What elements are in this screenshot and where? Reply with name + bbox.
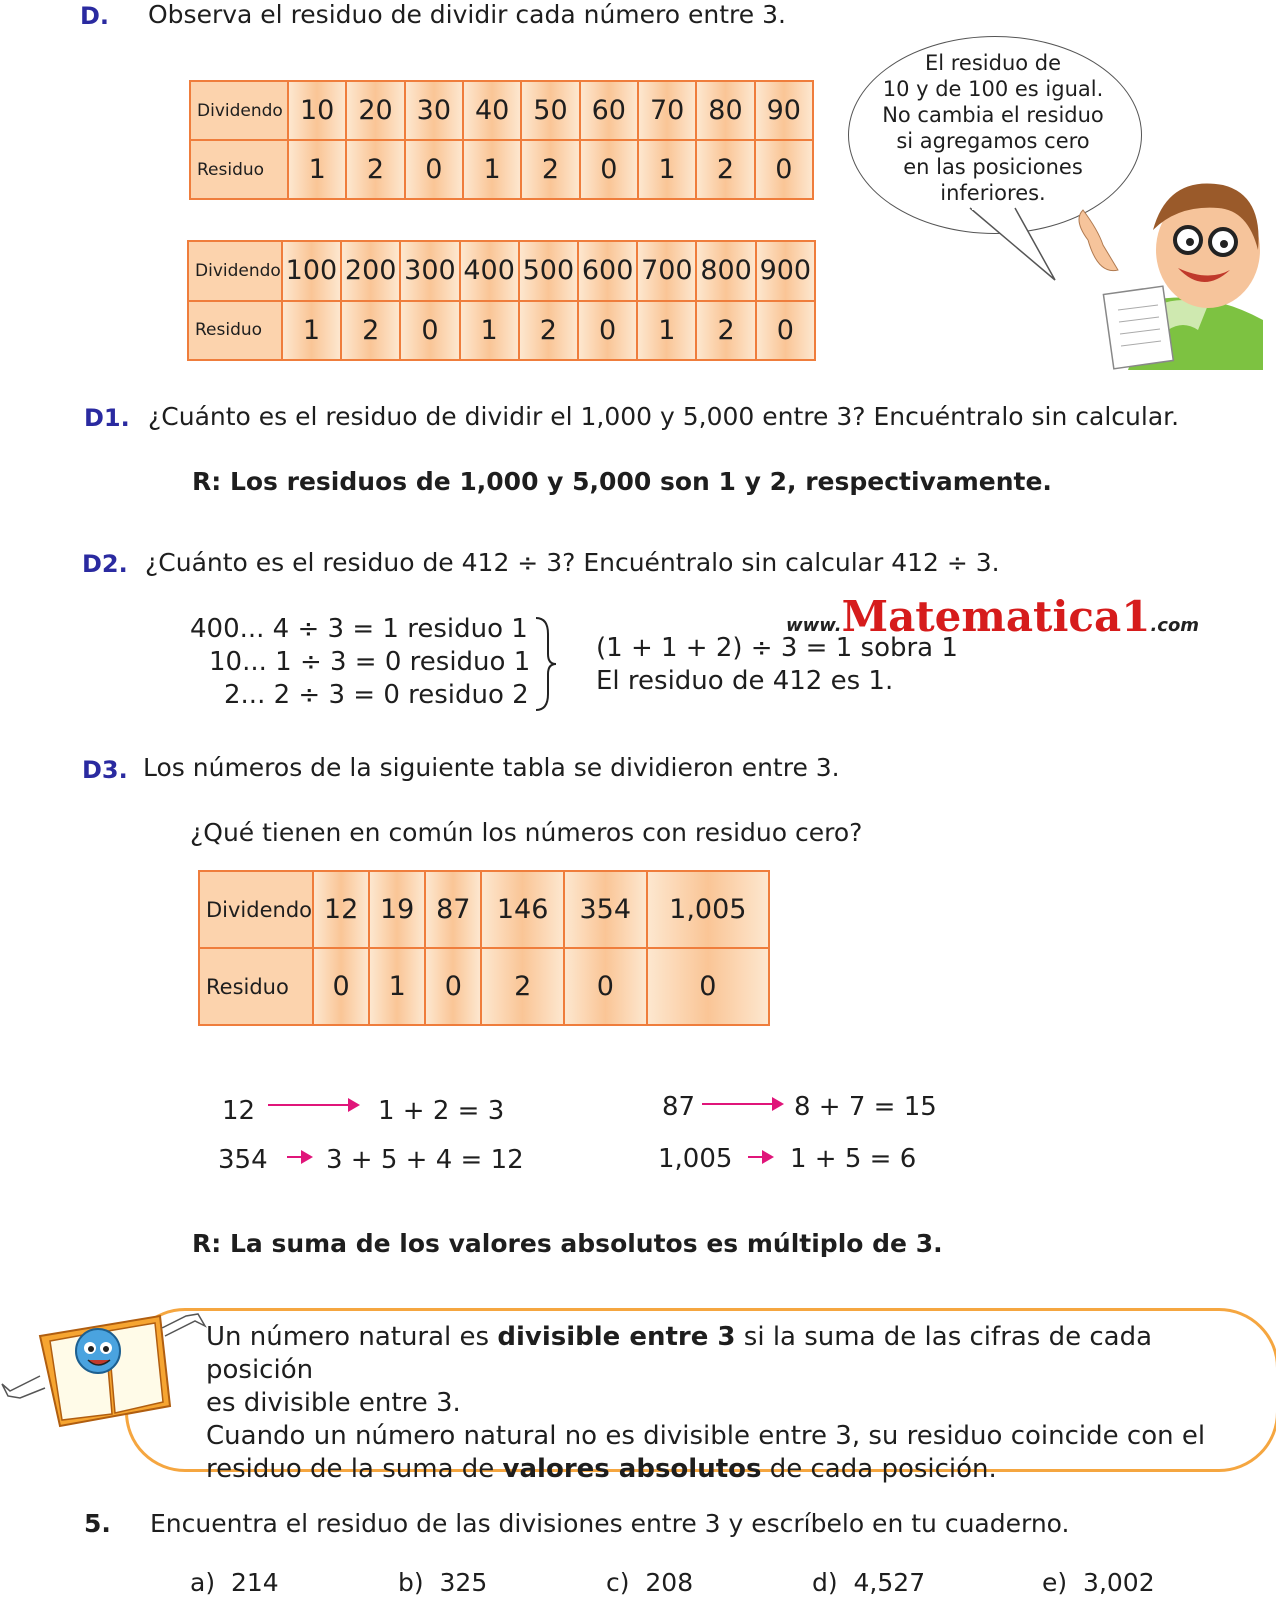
residue-cell: 2 [696,140,754,199]
dividend-cell: 19 [369,871,425,948]
table-header-residue: Residuo [188,301,282,361]
example-number: 1,005 [658,1144,733,1174]
residue-cell: 1 [638,140,696,199]
residue-cell: 0 [400,301,459,361]
residue-cell: 2 [481,948,564,1025]
example-sum: 8 + 7 = 15 [794,1092,937,1122]
arrow-icon [702,1103,782,1105]
example-number: 12 [222,1096,256,1126]
arrow-icon [748,1156,772,1158]
table-row [190,81,813,140]
dividend-cell: 12 [313,871,369,948]
example-number: 87 [662,1092,696,1122]
dividend-cell: 60 [580,81,638,140]
exercise-item: e) 3,002 [1042,1568,1155,1597]
brace-icon [532,614,560,714]
dividend-cell: 50 [521,81,579,140]
exercise-item: b) 325 [398,1568,488,1597]
dividend-cell: 87 [425,871,481,948]
exercise-5-label: 5. [84,1509,111,1538]
residue-cell: 1 [288,140,346,199]
residue-cell: 0 [405,140,463,199]
book-mascot-icon [0,1296,210,1446]
table-header-residue: Residuo [190,140,288,199]
residue-cell: 2 [696,301,755,361]
exercise-item: d) 4,527 [812,1568,926,1597]
residue-cell: 0 [580,140,638,199]
table-header-dividend: Dividendo [190,81,288,140]
dividend-cell: 1,005 [647,871,769,948]
dividend-cell: 300 [400,241,459,301]
table-header-dividend: Dividendo [199,871,313,948]
section-d-instruction: Observa el residuo de dividir cada número entre 3. [148,0,786,29]
d2-result-line: (1 + 1 + 2) ÷ 3 = 1 sobra 1 [596,633,958,663]
d3-answer: R: La suma de los valores absolutos es múltiplo de 3. [192,1229,943,1258]
d2-step: 2... 2 ÷ 3 = 0 residuo 2 [224,680,529,710]
residue-cell: 0 [564,948,647,1025]
dividend-cell: 90 [755,81,813,140]
d2-question: ¿Cuánto es el residuo de 412 ÷ 3? Encuéntralo sin calcular 412 ÷ 3. [145,548,1000,577]
speech-bubble-tail [960,200,1070,290]
dividend-cell: 200 [341,241,400,301]
dividend-cell: 900 [756,241,815,301]
residue-table-hundreds [187,240,816,361]
table-row [199,871,769,948]
residue-cell: 0 [647,948,769,1025]
residue-cell: 0 [425,948,481,1025]
d2-result-line: El residuo de 412 es 1. [596,666,894,696]
dividend-cell: 354 [564,871,647,948]
residue-cell: 2 [521,140,579,199]
residue-cell: 1 [460,301,519,361]
residue-table-tens [189,80,814,200]
residue-cell: 1 [369,948,425,1025]
residue-cell: 2 [341,301,400,361]
d2-label: D2. [82,550,128,578]
table-row [199,948,769,1025]
example-sum: 1 + 2 = 3 [378,1096,505,1126]
residue-cell: 0 [313,948,369,1025]
residue-cell: 1 [463,140,521,199]
residue-cell: 0 [755,140,813,199]
residue-cell: 1 [637,301,696,361]
dividend-cell: 70 [638,81,696,140]
section-d-label: D. [80,2,110,30]
d2-step: 400... 4 ÷ 3 = 1 residuo 1 [190,614,528,644]
example-sum: 1 + 5 = 6 [790,1144,917,1174]
example-sum: 3 + 5 + 4 = 12 [326,1145,524,1175]
dividend-cell: 10 [288,81,346,140]
table-row [188,301,815,361]
dividend-cell: 600 [578,241,637,301]
dividend-cell: 80 [696,81,754,140]
example-number: 354 [218,1145,268,1175]
arrow-icon [287,1156,311,1158]
dividend-cell: 500 [519,241,578,301]
d1-question: ¿Cuánto es el residuo de dividir el 1,000 y 5,000 entre 3? Encuéntralo sin calcular. [148,402,1180,431]
residue-cell: 0 [578,301,637,361]
table-header-dividend: Dividendo [188,241,282,301]
dividend-cell: 100 [282,241,341,301]
cartoon-boy-icon [1058,170,1268,370]
dividend-cell: 800 [696,241,755,301]
residue-cell: 2 [519,301,578,361]
d3-text: Los números de la siguiente tabla se dividieron entre 3. [143,753,840,782]
d2-step: 10... 1 ÷ 3 = 0 residuo 1 [209,647,531,677]
dividend-cell: 146 [481,871,564,948]
table-row [190,140,813,199]
table-header-residue: Residuo [199,948,313,1025]
d3-question: ¿Qué tienen en común los números con residuo cero? [190,818,863,847]
exercise-item: a) 214 [190,1568,279,1597]
residue-cell: 2 [346,140,404,199]
speech-bubble-text: El residuo de 10 y de 100 es igual. No cambia el residuo si agregamos cero en las posiciones inferiores. [882,51,1104,205]
d1-answer: R: Los residuos de 1,000 y 5,000 son 1 y 2, respectivamente. [192,467,1052,496]
matematica1-logo: www.Matematica1.com [786,592,1200,641]
dividend-cell: 20 [346,81,404,140]
exercise-item: c) 208 [606,1568,694,1597]
dividend-cell: 40 [463,81,521,140]
dividend-cell: 400 [460,241,519,301]
d1-label: D1. [84,404,130,432]
table-row [188,241,815,301]
dividend-cell: 30 [405,81,463,140]
arrow-icon [268,1104,358,1106]
exercise-5-instruction: Encuentra el residuo de las divisiones entre 3 y escríbelo en tu cuaderno. [150,1509,1070,1538]
residue-cell: 0 [756,301,815,361]
residue-cell: 1 [282,301,341,361]
d3-residue-table [198,870,770,1026]
rule-note-text: Un número natural es divisible entre 3 si la suma de las cifras de cada posición es divisible entre 3. Cuando un número natural no es divisible entre 3, su residuo coincide con el residuo de la suma de valores absolutos de cada posición. [206,1322,1206,1484]
dividend-cell: 700 [637,241,696,301]
d3-label: D3. [82,756,128,784]
